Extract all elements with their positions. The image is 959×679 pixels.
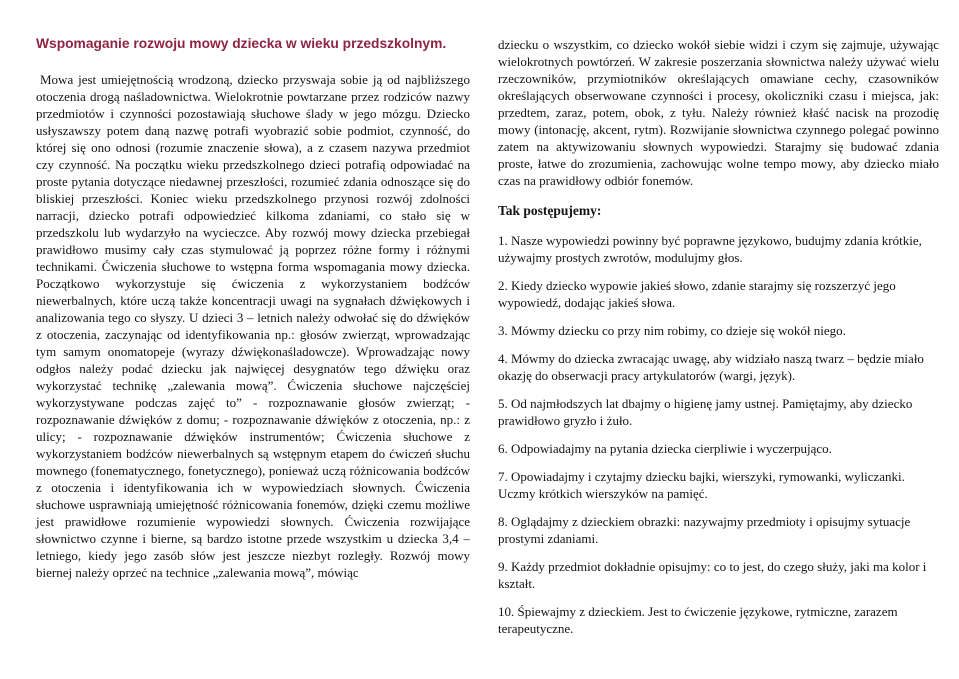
list-item: 10. Śpiewajmy z dzieckiem. Jest to ćwiczenie językowe, rytmiczne, zarazem terapeutyczne. — [498, 604, 898, 636]
list-item: 6. Odpowiadajmy na pytania dziecka cierpliwie i wyczerpująco. — [498, 441, 832, 456]
right-column-paragraph: dziecku o wszystkim, co dziecko wokół siebie widzi i czym się zajmuje, używając wielokrotnych powtórzeń. W zakresie poszerzania słownictwa należy używać wielu rzeczowników, przymiotników określających omawiane cechy, czasowników określających obserwowane czynności i procesy, okoliczniki czasu i miejsca, jak: przedtem, zaraz, potem, obok, z tyłu. Należy również kłaść nacisk na prozodię mowy (intonację, akcent, rytm). Rozwijanie słownictwa czynnego polegać powinno zatem na aktywizowaniu słownych wypowiedzi. Starajmy się budować zdania proste, łatwe do zrozumienia, zachowując wolne tempo mowy, aby dziecko miało czas na prawidłowy odbiór fonemów. — [498, 37, 939, 188]
list-item: 9. Każdy przedmiot dokładnie opisujmy: co to jest, do czego służy, jaki ma kolor i kształt. — [498, 559, 927, 591]
right-column — [498, 36, 939, 679]
page-title: Wspomaganie rozwoju mowy dziecka w wieku przedszkolnym. — [36, 36, 447, 51]
section-heading: Tak postępujemy: — [498, 203, 602, 218]
left-column — [36, 36, 470, 679]
list-item: 8. Oglądajmy z dzieckiem obrazki: nazywajmy przedmioty i opisujmy sytuacje prostymi zdaniami. — [498, 514, 911, 546]
left-column-paragraph: Mowa jest umiejętnością wrodzoną, dziecko przyswaja sobie ją od najbliższego otoczenia drogą naśladownictwa. Wielokrotnie powtarzane przez rodziców nazwy przedmiotów i czynności pozostawiają słuchowe ślady w jego mózgu. Dziecko usłyszawszy potem daną nazwę potrafi wyobrazić sobie podmiot, czynność, do której się ono odnosi (rozumie znaczenie słowa), a z czasem nazywa przedmiot czy czynność. Na początku wieku przedszkolnego dzieci potrafią odpowiadać na proste pytania dotyczące niedawnej przeszłości, rozumieć zdania odnoszące się do bliskiej przeszłości. Koniec wieku przedszkolnego przynosi rozwój zdolności narracji, dziecko potrafi odpowiedzieć kilkoma zdaniami, co stało się w przedszkolu lub wydarzyło na wycieczce. Aby rozwój mowy dziecka przebiegał prawidłowo musimy cały czas stymulować ją poprzez różne formy i różnymi technikami. Ćwiczenia słuchowe to wstępna forma wspomagania mowy dziecka. Początkowo wykorzystuje się ćwiczenia z wykorzystaniem bodźców niewerbalnych, które uczą także koncentracji uwagi na sygnałach dźwiękowych i analizowania tego co słyszy. U dzieci 3 – letnich należy odwołać się do dźwięków z otoczenia, zaczynając od identyfikowania np.: głosów zwierząt, wprowadzając tym samym onomatopeje (wyrazy dźwiękonaśladowcze). Wprowadzając nowy odgłos należy podać dziecku jak najwięcej desygnatów tego dźwięku oraz wykorzystać technikę „zalewania mową”. Ćwiczenia słuchowe najczęściej wykorzystywane podczas zajęć to” - rozpoznawanie głosów zwierząt; - rozpoznawanie dźwięków z domu; - rozpoznawanie dźwięków z otoczenia, np.: z ulicy; - rozpoznawanie dźwięków instrumentów; Ćwiczenia słuchowe z wykorzystaniem bodźców niewerbalnych są wstępnym etapem do ćwiczeń słuchu mownego (fonematycznego, fonetycznego), ponieważ uczą różnicowania bodźców z otoczenia i identyfikowania ich w wypowiedziach słownych. Ćwiczenia słuchowe usprawniają umiejętność różnicowania fonemów, dzięki czemu możliwe jest prawidłowe rozumienie wypowiedzi słownych. Ćwiczenia rozwijające słownictwo czynne i bierne, są bardzo istotne przede wszystkim u dziecka 3,4 – letniego, kiedy jego zasób słów jest jeszcze niezbyt rozległy. Rozwój mowy biernej należy oprzeć na technice „zalewania mową”, mówiąc — [36, 72, 470, 580]
list-item: 1. Nasze wypowiedzi powinny być poprawne językowo, budujmy zdania krótkie, używajmy prostych zwrotów, modulujmy głos. — [498, 233, 922, 265]
list-item: 5. Od najmłodszych lat dbajmy o higienę jamy ustnej. Pamiętajmy, aby dziecko prawidłowo gryzło i żuło. — [498, 396, 913, 428]
list-item: 2. Kiedy dziecko wypowie jakieś słowo, zdanie starajmy się rozszerzyć jego wypowiedź, dodając jakieś słowa. — [498, 278, 896, 310]
list-item: 3. Mówmy dziecku co przy nim robimy, co dzieje się wokół niego. — [498, 323, 846, 338]
list-item: 7. Opowiadajmy i czytajmy dziecku bajki, wierszyki, rymowanki, wyliczanki. Uczmy krótkich wierszyków na pamięć. — [498, 469, 905, 501]
list-item: 4. Mówmy do dziecka zwracając uwagę, aby widziało naszą twarz – będzie miało okazję do obserwacji pracy artykulatorów (wargi, język). — [498, 351, 924, 383]
numbered-list — [498, 232, 939, 637]
